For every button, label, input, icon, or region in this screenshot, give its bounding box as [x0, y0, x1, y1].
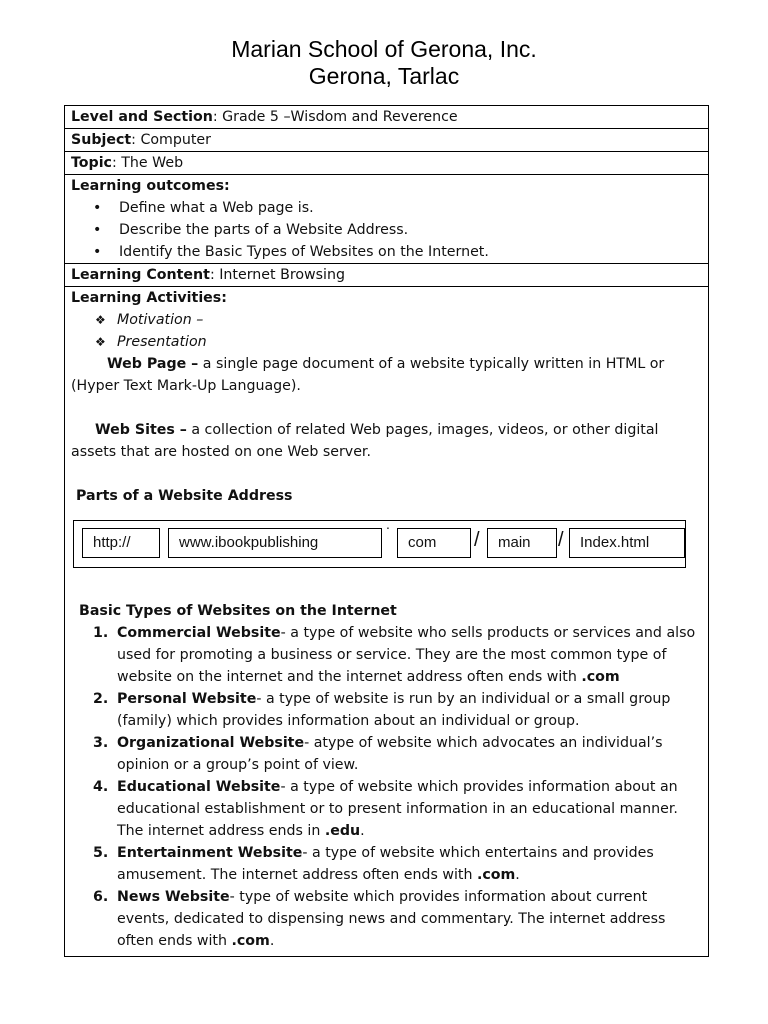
website-address-diagram: [73, 516, 686, 568]
activities-row: [65, 287, 709, 957]
bullet-icon: •: [93, 200, 102, 216]
bullet-icon: •: [93, 222, 102, 238]
address-protocol: http://: [82, 528, 160, 558]
list-item: [93, 241, 702, 263]
types-title: Basic Types of Websites on the Internet: [79, 603, 397, 619]
type-description: - a type of website who sells products or services and also used for promoting a business or service. They are the most common type of website on the internet and the internet address often ends with: [117, 625, 696, 685]
topic-value: : The Web: [111, 155, 184, 171]
webpage-def: a single page document of a website typically written in HTML or (Hyper Text Mark-Up Language).: [71, 356, 665, 394]
type-term: Organizational Website: [117, 735, 305, 751]
type-term: Commercial Website: [117, 625, 281, 641]
list-item: [95, 331, 702, 353]
address-dot: .: [386, 516, 390, 532]
item-number: 3.: [93, 735, 109, 751]
subject-row: [65, 129, 709, 152]
type-ending: .com: [231, 933, 270, 949]
diamond-bullet-icon: ❖: [95, 313, 106, 327]
type-description: - a type of website which provides information about an educational establishment or to present information in an educational manner. The internet address ends in: [117, 779, 678, 839]
school-location: Gerona, Tarlac: [308, 63, 460, 89]
motivation-text: Motivation –: [117, 312, 204, 328]
list-item: [93, 842, 702, 886]
bullet-icon: •: [93, 244, 102, 260]
address-tld: com: [397, 528, 471, 558]
type-term: Entertainment Website: [117, 845, 303, 861]
address-file: Index.html: [569, 528, 685, 558]
type-ending: .edu: [324, 823, 361, 839]
outcomes-row: [65, 175, 709, 264]
outcome-text: Identify the Basic Types of Websites on the Internet.: [119, 244, 489, 260]
address-slash-1: /: [474, 529, 480, 551]
topic-label: Topic: [71, 155, 112, 171]
item-number: 4.: [93, 779, 109, 795]
activities-label: Learning Activities:: [71, 290, 227, 306]
diamond-bullet-icon: ❖: [95, 335, 106, 349]
content-label: Learning Content: [71, 267, 210, 283]
item-number: 1.: [93, 625, 109, 641]
list-item: [93, 886, 702, 952]
webpage-term: Web Page –: [107, 356, 199, 372]
item-number: 5.: [93, 845, 109, 861]
list-item: [93, 732, 702, 776]
website-types-list: [71, 622, 702, 952]
subject-value: : Computer: [131, 132, 211, 148]
outcomes-list: [71, 197, 702, 263]
list-item: [93, 219, 702, 241]
parts-title: Parts of a Website Address: [76, 488, 293, 504]
subject-label: Subject: [71, 132, 132, 148]
school-name: Marian School of Gerona, Inc.: [231, 36, 537, 62]
type-ending: .com: [581, 669, 620, 685]
activities-list: [71, 309, 702, 353]
content-row: [65, 264, 709, 287]
list-item: [93, 197, 702, 219]
lesson-plan-table: [64, 105, 709, 957]
level-row: [65, 106, 709, 129]
presentation-text: Presentation: [117, 334, 207, 350]
type-description: - a type of website which entertains and provides amusement. The internet address often ends with: [117, 845, 654, 883]
item-number: 2.: [93, 691, 109, 707]
type-ending: .com: [476, 867, 516, 883]
type-description: - type of website which provides information about current events, dedicated to dispensing news and commentary. The internet address often ends with: [117, 889, 666, 949]
websites-def: a collection of related Web pages, images, videos, or other digital assets that are hosted on one Web server.: [71, 422, 659, 460]
outcomes-label: Learning outcomes:: [71, 178, 230, 194]
level-value: : Grade 5 –Wisdom and Reverence: [212, 109, 458, 125]
address-path: main: [487, 528, 557, 558]
item-number: 6.: [93, 889, 109, 905]
type-description: - a type of website is run by an individual or a small group (family) which provides information about an individual or group.: [117, 691, 671, 729]
list-item: [95, 309, 702, 331]
type-after: .: [515, 867, 520, 883]
websites-definition: [71, 419, 702, 463]
outcome-text: Describe the parts of a Website Address.: [119, 222, 409, 238]
webpage-definition: [71, 353, 702, 397]
level-label: Level and Section: [71, 109, 213, 125]
document-header: [0, 36, 768, 90]
list-item: [93, 776, 702, 842]
content-value: : Internet Browsing: [209, 267, 345, 283]
address-domain: www.ibookpublishing: [168, 528, 382, 558]
type-after: .: [269, 933, 275, 949]
type-term: Educational Website: [117, 779, 281, 795]
list-item: [93, 688, 702, 732]
websites-term: Web Sites –: [95, 422, 187, 438]
outcome-text: Define what a Web page is.: [119, 200, 314, 216]
list-item: [93, 622, 702, 688]
type-term: News Website: [117, 889, 230, 905]
type-term: Personal Website: [117, 691, 257, 707]
type-description: - atype of website which advocates an individual’s opinion or a group’s point of view.: [117, 735, 663, 773]
type-after: .: [360, 823, 365, 839]
topic-row: [65, 152, 709, 175]
address-slash-2: /: [558, 529, 564, 551]
